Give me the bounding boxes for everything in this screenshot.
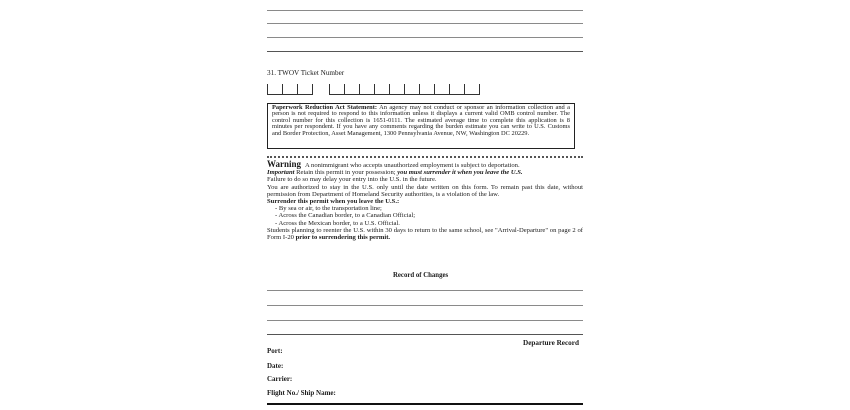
top-writing-line-1 — [267, 10, 583, 11]
students-bold-text: prior to surrendering this permit. — [295, 234, 391, 242]
port-label: Port: — [267, 347, 283, 355]
surrender-item: - Across the Mexican border, to a U.S. Official. — [275, 219, 400, 227]
ticket-number-label: 31. TWOV Ticket Number — [267, 69, 345, 77]
surrender-item: - Across the Canadian border, to a Canadian Official; — [275, 212, 416, 220]
departure-record-title: Departure Record — [523, 339, 579, 347]
warning-section — [267, 161, 583, 241]
important-emphasis: you must surrender it when you leave the U.S. — [397, 169, 523, 177]
surrender-item: - By sea or air, to the transportation line; — [275, 205, 382, 213]
flight-ship-label: Flight No./ Ship Name: — [267, 389, 336, 397]
paperwork-reduction-statement — [267, 103, 575, 149]
paperwork-title: Paperwork Reduction Act Statement: — [272, 104, 377, 111]
carrier-label: Carrier: — [267, 375, 293, 383]
changes-line-4[interactable] — [267, 334, 583, 335]
bottom-border — [267, 403, 583, 405]
authorized-stay-text: You are authorized to stay in the U.S. only until the date written on this form. To remain past this date, without permission from Department of Homeland Security authorities, is a violation of the law. — [267, 183, 583, 198]
top-writing-line-3 — [267, 37, 583, 38]
tear-line — [267, 156, 583, 158]
ticket-number-field[interactable] — [267, 83, 491, 95]
top-writing-line-4 — [267, 51, 583, 52]
date-label: Date: — [267, 362, 284, 370]
record-of-changes-title: Record of Changes — [393, 272, 449, 279]
warning-line: A nonimmigrant who accepts unauthorized employment is subject to deportation. — [305, 162, 520, 169]
important-label: Important — [267, 169, 295, 177]
paperwork-text: An agency may not conduct or sponsor an information collection and a person is not required to respond to this information unless it displays a current valid OMB control number. The control number for this collection is 1651-0111. The estimated average time to complete this application is 8 minutes per respondent. If you have any comments regarding the burden estimate you can write to U.S. Customs and Border Protection, Asset Management, 1300 Pennsylvania Avenue, NW, Washington DC 20229. — [272, 104, 570, 137]
students-text: Students planning to reenter the U.S. within 30 days to return to the same school, see "Arrival-Departure" on page 2 of Form I-20 — [267, 226, 583, 242]
warning-heading: Warning — [267, 159, 302, 169]
form-page — [267, 0, 583, 410]
changes-line-2[interactable] — [267, 305, 583, 306]
changes-line-1[interactable] — [267, 290, 583, 291]
changes-line-3[interactable] — [267, 320, 583, 321]
surrender-heading: Surrender this permit when you leave the U.S.: — [267, 198, 400, 206]
top-writing-line-2 — [267, 23, 583, 24]
failure-text: Failure to do so may delay your entry into the U.S. in the future. — [267, 176, 437, 184]
important-text: Retain this permit in your possession; — [296, 169, 396, 177]
